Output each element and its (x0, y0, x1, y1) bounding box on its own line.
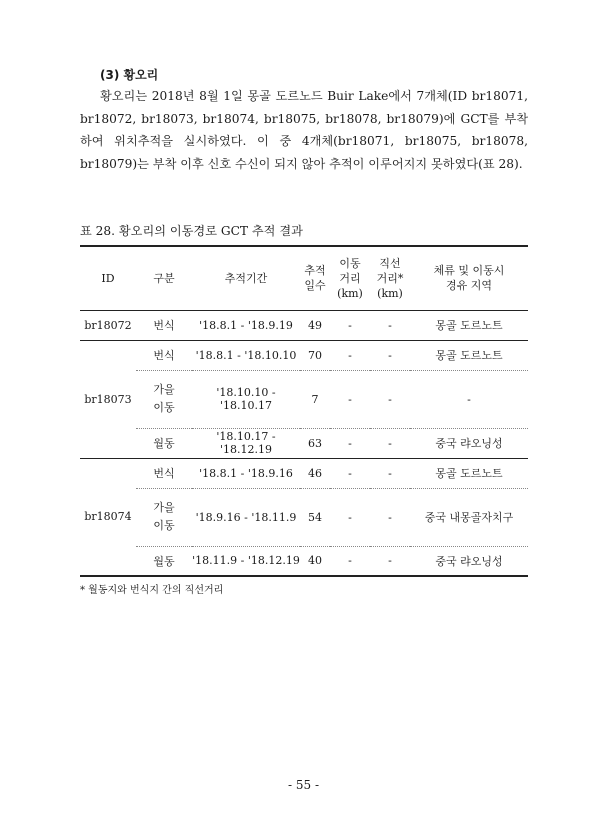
cell-days: 49 (300, 310, 330, 340)
cell-region: 중국 랴오닝성 (410, 428, 528, 458)
cell-period: '18.8.1 - '18.9.16 (192, 458, 300, 488)
body-paragraph (80, 85, 528, 175)
cell-category: 월동 (136, 428, 192, 458)
table-row (80, 488, 528, 546)
cell-straight: - (370, 340, 410, 370)
cell-period: '18.9.16 - '18.11.9 (192, 488, 300, 546)
cell-straight: - (370, 370, 410, 428)
table-header-row (80, 246, 528, 310)
cell-distance: - (330, 340, 370, 370)
header-id: ID (80, 246, 136, 310)
cell-distance: - (330, 546, 370, 576)
cell-days: 70 (300, 340, 330, 370)
cell-period: '18.8.1 - '18.9.19 (192, 310, 300, 340)
table-caption: 표 28. 황오리의 이동경로 GCT 추적 결과 (80, 224, 303, 238)
cell-distance: - (330, 458, 370, 488)
table-row (80, 428, 528, 458)
header-category: 구분 (136, 246, 192, 310)
cell-region: - (410, 370, 528, 428)
cell-category: 가을 이동 (136, 370, 192, 428)
cell-days: 46 (300, 458, 330, 488)
cell-region: 중국 내몽골자치구 (410, 488, 528, 546)
cell-period: '18.10.10 - '18.10.17 (192, 370, 300, 428)
header-days: 추적 일수 (300, 246, 330, 310)
cell-days: 63 (300, 428, 330, 458)
cell-days: 7 (300, 370, 330, 428)
cell-distance: - (330, 428, 370, 458)
cell-id: br18072 (80, 310, 136, 340)
header-straight-distance: 직선 거리* (km) (370, 246, 410, 310)
cell-region: 몽골 도르노트 (410, 310, 528, 340)
cell-straight: - (370, 428, 410, 458)
cell-straight: - (370, 458, 410, 488)
body-paragraph-text: 황오리는 2018년 8월 1일 몽골 도르노드 Buir Lake에서 7개체(ID br18071, br18072, br18073, br18074, br18075, br18078, br18079)에 GCT를 부착하여 위치추적을 실시하였다. 이 중 4개체(br18071, br18075, br18078, br18079)는 부착 이후 신호 수신이 되지 않아 추적이 이루어지지 못하였다(표 28). (80, 89, 528, 171)
cell-straight: - (370, 310, 410, 340)
cell-category: 번식 (136, 458, 192, 488)
header-period: 추적기간 (192, 246, 300, 310)
cell-id: br18074 (80, 458, 136, 576)
cell-distance: - (330, 488, 370, 546)
cell-period: '18.8.1 - '18.10.10 (192, 340, 300, 370)
cell-period: '18.10.17 - '18.12.19 (192, 428, 300, 458)
cell-distance: - (330, 310, 370, 340)
table-row (80, 458, 528, 488)
cell-straight: - (370, 546, 410, 576)
header-distance: 이동 거리 (km) (330, 246, 370, 310)
cell-category: 가을 이동 (136, 488, 192, 546)
header-region: 체류 및 이동시 경유 지역 (410, 246, 528, 310)
page-number: - 55 - (287, 778, 319, 792)
table-row (80, 340, 528, 370)
table-row (80, 310, 528, 340)
cell-region: 몽골 도르노트 (410, 458, 528, 488)
cell-region: 몽골 도르노트 (410, 340, 528, 370)
section-heading: (3) 황오리 (100, 68, 159, 82)
cell-id: br18073 (80, 340, 136, 458)
table-footnote: * 월동지와 번식지 간의 직선거리 (80, 585, 224, 596)
tracking-table (80, 245, 528, 577)
cell-category: 월동 (136, 546, 192, 576)
table-row (80, 370, 528, 428)
cell-days: 54 (300, 488, 330, 546)
cell-days: 40 (300, 546, 330, 576)
table-row (80, 546, 528, 576)
cell-period: '18.11.9 - '18.12.19 (192, 546, 300, 576)
cell-straight: - (370, 488, 410, 546)
cell-category: 번식 (136, 340, 192, 370)
cell-category: 번식 (136, 310, 192, 340)
cell-distance: - (330, 370, 370, 428)
cell-region: 중국 랴오닝성 (410, 546, 528, 576)
